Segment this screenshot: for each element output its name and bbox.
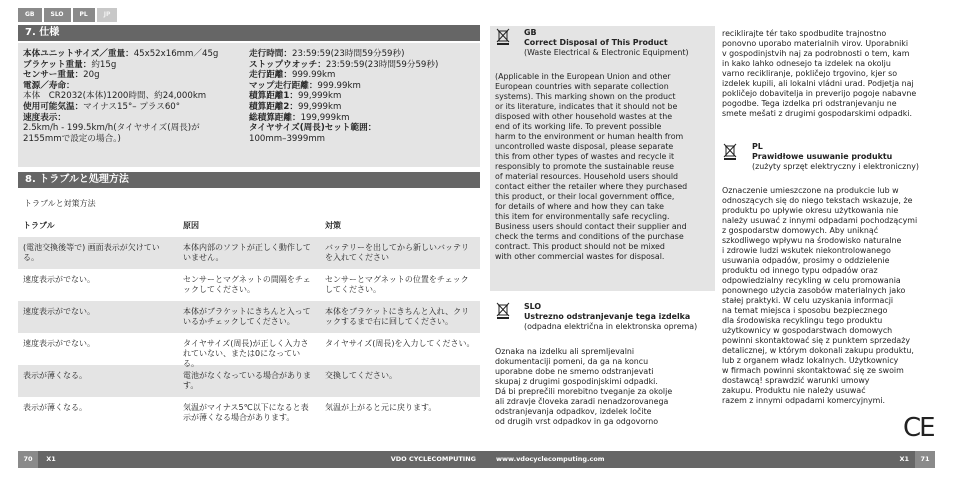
pl-code: PL [752,142,763,151]
spec-line: 2.5km/h - 199.5km/h(タイヤサイズ(周長)が [23,123,200,134]
footer-left [18,451,486,468]
spec-line: センサー重量：20g [23,70,100,81]
website-link[interactable]: www.vdocyclecomputing.com [496,455,605,463]
gb-subtitle: (Waste Electrical & Electronic Equipment) [524,48,689,57]
table-cell: 本体をブラケットにきちんと入れ、クリックするまで右に回してください。 [325,307,470,326]
page-number-left: 70 [18,451,38,468]
spec-line: 速度表示： [23,112,66,123]
spec-line: 本体 CR2032(本体)1200時間、約24,000km [23,91,207,102]
pl-subtitle: (zużyty sprzęt elektryczny i elektroniczny) [752,162,919,171]
table-cell: 速度表示がでない。 [23,275,95,284]
crossed-bin-icon [723,143,737,160]
table-cell: 本体内部のソフトが正しく動作していません。 [183,243,311,262]
table-row [18,333,480,368]
slo-subtitle: (odpadna električna in elektronska oprema) [524,322,698,331]
table-cell: (電池交換後等で) 画面表示が欠けている。 [23,243,160,262]
table-cell: バッテリーを出してから新しいバッテリを入れてください [325,243,469,262]
crossed-bin-icon [496,28,510,45]
column-header: トラブル [23,221,55,230]
lang-tab-jp[interactable]: JP [97,8,118,22]
trouble-table [18,219,480,429]
column-header: 原因 [183,221,199,230]
model-label-left: X1 [46,455,56,463]
footer-right [486,451,935,468]
slo-code: SLO [524,302,542,311]
table-cell: 気温がマイナス5℃以下になると表示が薄くなる場合があります。 [183,403,309,422]
spec-line: 積算距離2：99,999km [249,101,342,112]
spec-line: 総積算距離：199,999km [249,112,350,123]
table-cell: 交換してください。 [325,371,397,380]
trouble-heading: 8. トラブルと処理方法 [18,172,480,188]
spec-line: 2155mmで設定の場合。) [23,133,121,144]
table-row [18,301,480,333]
lang-tab-slo[interactable]: SLO [44,8,71,22]
language-tabs [18,8,117,22]
table-cell: 電池がなくなっている場合があります。 [183,371,311,390]
table-row [18,397,480,429]
gb-disposal-header [524,28,714,58]
spec-line: 使用可能気温：マイナス15°– プラス60° [23,101,181,112]
table-cell: 気温が上がると元に戻ります。 [325,403,437,412]
brand-label: VDO CYCLECOMPUTING [390,455,476,463]
table-cell: 速度表示がでない。 [23,339,95,348]
page-number-right: 71 [915,451,935,468]
spec-line: ブラケット重量：約15g [23,59,117,70]
model-label-right: X1 [899,455,909,463]
table-cell: センサーとマグネットの間隔をチェックしてください。 [183,275,311,294]
spec-line: 100mm–3999mm [249,133,326,144]
spec-left-column [23,49,243,144]
column-header: 対策 [325,221,341,230]
spec-line: タイヤサイズ(周長)セット範囲： [249,123,377,134]
spec-line: マップ走行距離：999.99km [249,80,361,91]
spec-line: 積算距離1：99,999km [249,91,342,102]
pl-disposal-header [752,142,942,172]
slo-title: Ustrezno odstranjevanje tega izdelka [524,312,691,321]
table-row [18,365,480,397]
pl-disposal-body: Oznaczenie umieszczone na produkcie lub w odnoszących się do niego tekstach wskazuje, że produktu po upływie okresu użytkowania nie należy usuwać z innymi odpadami pochodzącymi z gospodarstw domowych. Aby uniknąć szkodliwego wpływu na środowisko naturalne i zdrowie ludzi wskutek niekontrolowanego usuwania odpadów, prosimy o oddzielenie produktu od innego typu odpadów oraz odpowiedzialny recykling w celu promowania ponownego użycia zasobów materialnych jako stałej praktyki. W celu uzyskania informacji na temat miejsca i sposobu bezpiecznego dla środowiska recyklingu tego produktu użytkownicy w gospodarstwach domowych powinni skontaktować się z punktem sprzedaży detalicznej, w którym dokonali zakupu produktu, lub z organem władz lokalnych. Użytkownicy w firmach powinni skontaktować się ze swoim dostawcą! sprawdzić warunki umowy zakupu. Produktu nie należy usuwać razem z innymi odpadami komercyjnymi. [722,186,918,405]
spec-heading: 7. 仕様 [18,25,480,41]
lang-tab-pl[interactable]: PL [73,8,95,22]
spec-line: 電源／寿命： [23,80,75,91]
ce-mark-logo: CE [903,413,934,443]
spec-right-column [249,49,477,144]
table-header-row [18,219,480,237]
table-cell: 表示が薄くなる。 [23,371,87,380]
table-cell: 表示が薄くなる。 [23,403,87,412]
lang-tab-gb[interactable]: GB [18,8,42,22]
table-row [18,269,480,301]
table-cell: 本体がブラケットにきちんと入っているかチェックしてください。 [183,307,311,326]
table-cell: 速度表示がでない。 [23,307,95,316]
spec-line: 走行時間：23:59:59(23時間59分59秒) [249,49,405,59]
table-cell: タイヤサイズ(周長)が正しく入力されていない、または0になっている。 [183,339,309,368]
spec-line: 本体ユニットサイズ／重量：45x52x16mm／45g [23,49,219,59]
slo-disposal-body-continued: reciklirajte tér tako spodbudite trajnostno ponovno uporabo materialnih virov. Uporabniki v gospodinjstvih naj za podrobnosti o tem, kam in kako lahko odnesejo ta izdelek na okolju varno recikliranje, pokličejo trgovino, kjer so izdelek kupili, ali lokalni vládni urad. Podjetja naj pokličejo dobavitelja in preverijo pogoje nabavne pogodbe. Tega izdelka pri odstranjevanju ne smete mešati z drugimi gospodarskimi odpadki. [722,29,917,118]
pl-title: Prawidłowe usuwanie produktu [752,152,893,161]
slo-disposal-header [524,302,724,332]
slo-disposal-body: Oznaka na izdelku ali spremljevalni dokumentaciji pomeni, da ga na koncu uporabne dobe ne smemo odstranjevati skupaj z drugimi gospodinjskimi odpadki. Dá bi preprečili morebitno tveganje za okolje ali zdravje človeka zaradi nenadzorovanega odstranjevanja odpadkov, izdelek ločite od drugih vrst odpadkov in ga odgovorno [495,347,673,426]
spec-block [18,43,480,167]
spec-line: ストップウオッチ：23:59:59(23時間59分59秒) [249,59,439,70]
gb-disposal-body: (Applicable in the European Union and other European countries with separate collection systems). This marking shown on the product or its literature, indicates that it should not be disposed with other household wastes at the end of its working life. To prevent possible harm to the environment or human health from uncontrolled waste disposal, please separate this from other types of wastes and recycle it responsibly to promote the sustainable reuse of material resources. Household users should contact either the retailer where they purchased this product, or their local government office, for details of where and how they can take this item for environmentally safe recycling. Business users should contact their supplier and check the terms and conditions of the purchase contract. This product should not be mixed with other commercial wastes for disposal. [495,72,688,261]
crossed-bin-icon [496,302,510,319]
gb-title: Correct Disposal of This Product [524,38,668,47]
gb-code: GB [524,28,537,37]
trouble-intro: トラブルと対策方法 [24,199,96,208]
table-row [18,237,480,269]
spec-line: 走行距離：999.99km [249,70,336,81]
table-cell: センサーとマグネットの位置をチェックしてください。 [325,275,469,294]
table-cell: タイヤサイズ(周長)を入力してください。 [325,339,475,348]
